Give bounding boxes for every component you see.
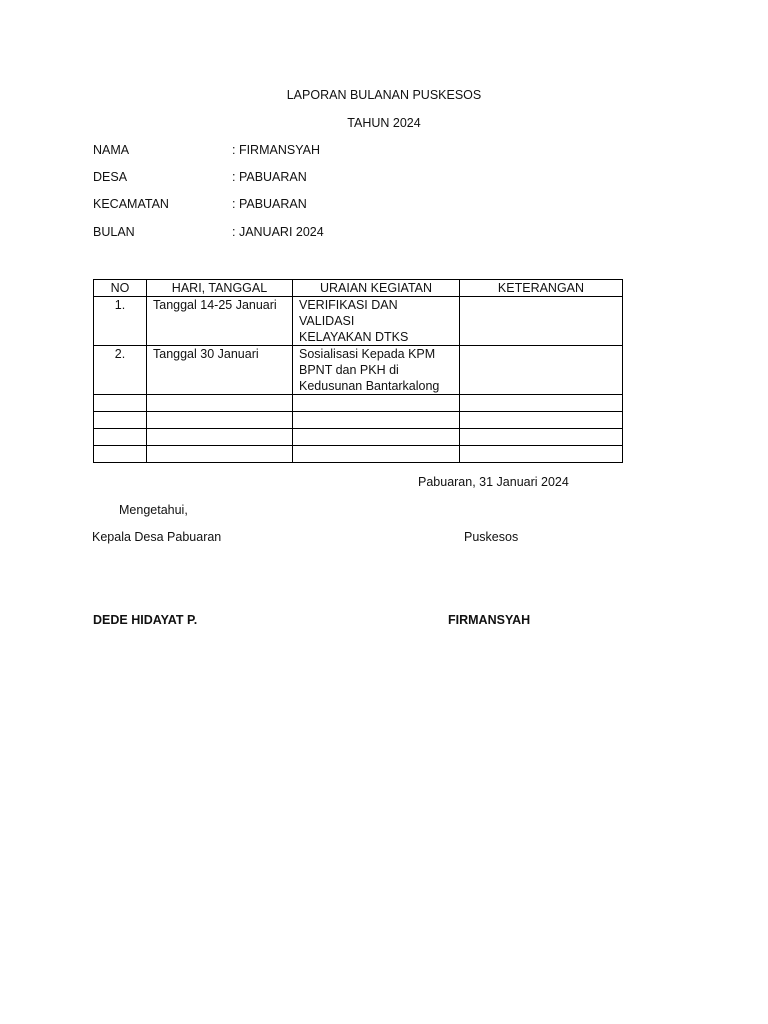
field-label: KECAMATAN bbox=[93, 197, 169, 211]
activity-line: Kedusunan Bantarkalong bbox=[299, 379, 440, 393]
cell-activity bbox=[293, 297, 460, 346]
field-label: NAMA bbox=[93, 143, 130, 157]
cell-empty bbox=[147, 429, 293, 446]
cell-note bbox=[460, 297, 623, 346]
table-row-empty bbox=[94, 429, 623, 446]
cell-empty bbox=[94, 412, 147, 429]
field-nama bbox=[93, 143, 493, 161]
cell-empty bbox=[293, 395, 460, 412]
activity-table bbox=[93, 279, 623, 463]
field-label: DESA bbox=[93, 170, 128, 184]
table-row-empty bbox=[94, 446, 623, 463]
column-header-date: HARI, TANGGAL bbox=[147, 280, 293, 297]
cell-empty bbox=[460, 395, 623, 412]
place-date: Pabuaran, 31 Januari 2024 bbox=[418, 475, 569, 489]
table-row bbox=[94, 346, 623, 395]
table-row-empty bbox=[94, 395, 623, 412]
table-row bbox=[94, 297, 623, 346]
cell-empty bbox=[460, 412, 623, 429]
cell-empty bbox=[460, 446, 623, 463]
field-value: : FIRMANSYAH bbox=[232, 143, 320, 157]
cell-empty bbox=[94, 446, 147, 463]
report-year: TAHUN 2024 bbox=[347, 116, 421, 130]
activity-line: KELAYAKAN DTKS bbox=[299, 330, 409, 344]
field-desa bbox=[93, 170, 493, 188]
column-header-no: NO bbox=[94, 280, 147, 297]
cell-empty bbox=[293, 446, 460, 463]
report-title: LAPORAN BULANAN PUSKESOS bbox=[286, 88, 482, 102]
field-value: : PABUARAN bbox=[232, 197, 307, 211]
cell-activity bbox=[293, 346, 460, 395]
cell-empty bbox=[293, 429, 460, 446]
cell-empty bbox=[293, 412, 460, 429]
cell-no: 1. bbox=[94, 297, 147, 346]
column-header-note: KETERANGAN bbox=[460, 280, 623, 297]
cell-date: Tanggal 14-25 Januari bbox=[147, 297, 293, 346]
column-header-activity: URAIAN KEGIATAN bbox=[293, 280, 460, 297]
signer-left-title: Kepala Desa Pabuaran bbox=[92, 530, 222, 544]
signer-right-name: FIRMANSYAH bbox=[448, 613, 531, 627]
cell-empty bbox=[147, 446, 293, 463]
cell-empty bbox=[147, 395, 293, 412]
signer-left-name: DEDE HIDAYAT P. bbox=[93, 613, 198, 627]
activity-line: Sosialisasi Kepada KPM bbox=[299, 347, 436, 361]
cell-empty bbox=[94, 395, 147, 412]
activity-line: BPNT dan PKH di bbox=[299, 363, 399, 377]
cell-empty bbox=[147, 412, 293, 429]
table-row-empty bbox=[94, 412, 623, 429]
field-value: : JANUARI 2024 bbox=[232, 225, 324, 239]
field-value: : PABUARAN bbox=[232, 170, 307, 184]
field-kecamatan bbox=[93, 197, 493, 215]
cell-empty bbox=[94, 429, 147, 446]
cell-note bbox=[460, 346, 623, 395]
cell-date: Tanggal 30 Januari bbox=[147, 346, 293, 395]
cell-no: 2. bbox=[94, 346, 147, 395]
acknowledged-label: Mengetahui, bbox=[119, 503, 188, 517]
activity-line: VERIFIKASI DAN VALIDASI bbox=[299, 298, 398, 328]
table-header-row bbox=[94, 280, 623, 297]
field-bulan bbox=[93, 225, 493, 243]
cell-empty bbox=[460, 429, 623, 446]
signer-right-title: Puskesos bbox=[464, 530, 519, 544]
field-label: BULAN bbox=[93, 225, 135, 239]
